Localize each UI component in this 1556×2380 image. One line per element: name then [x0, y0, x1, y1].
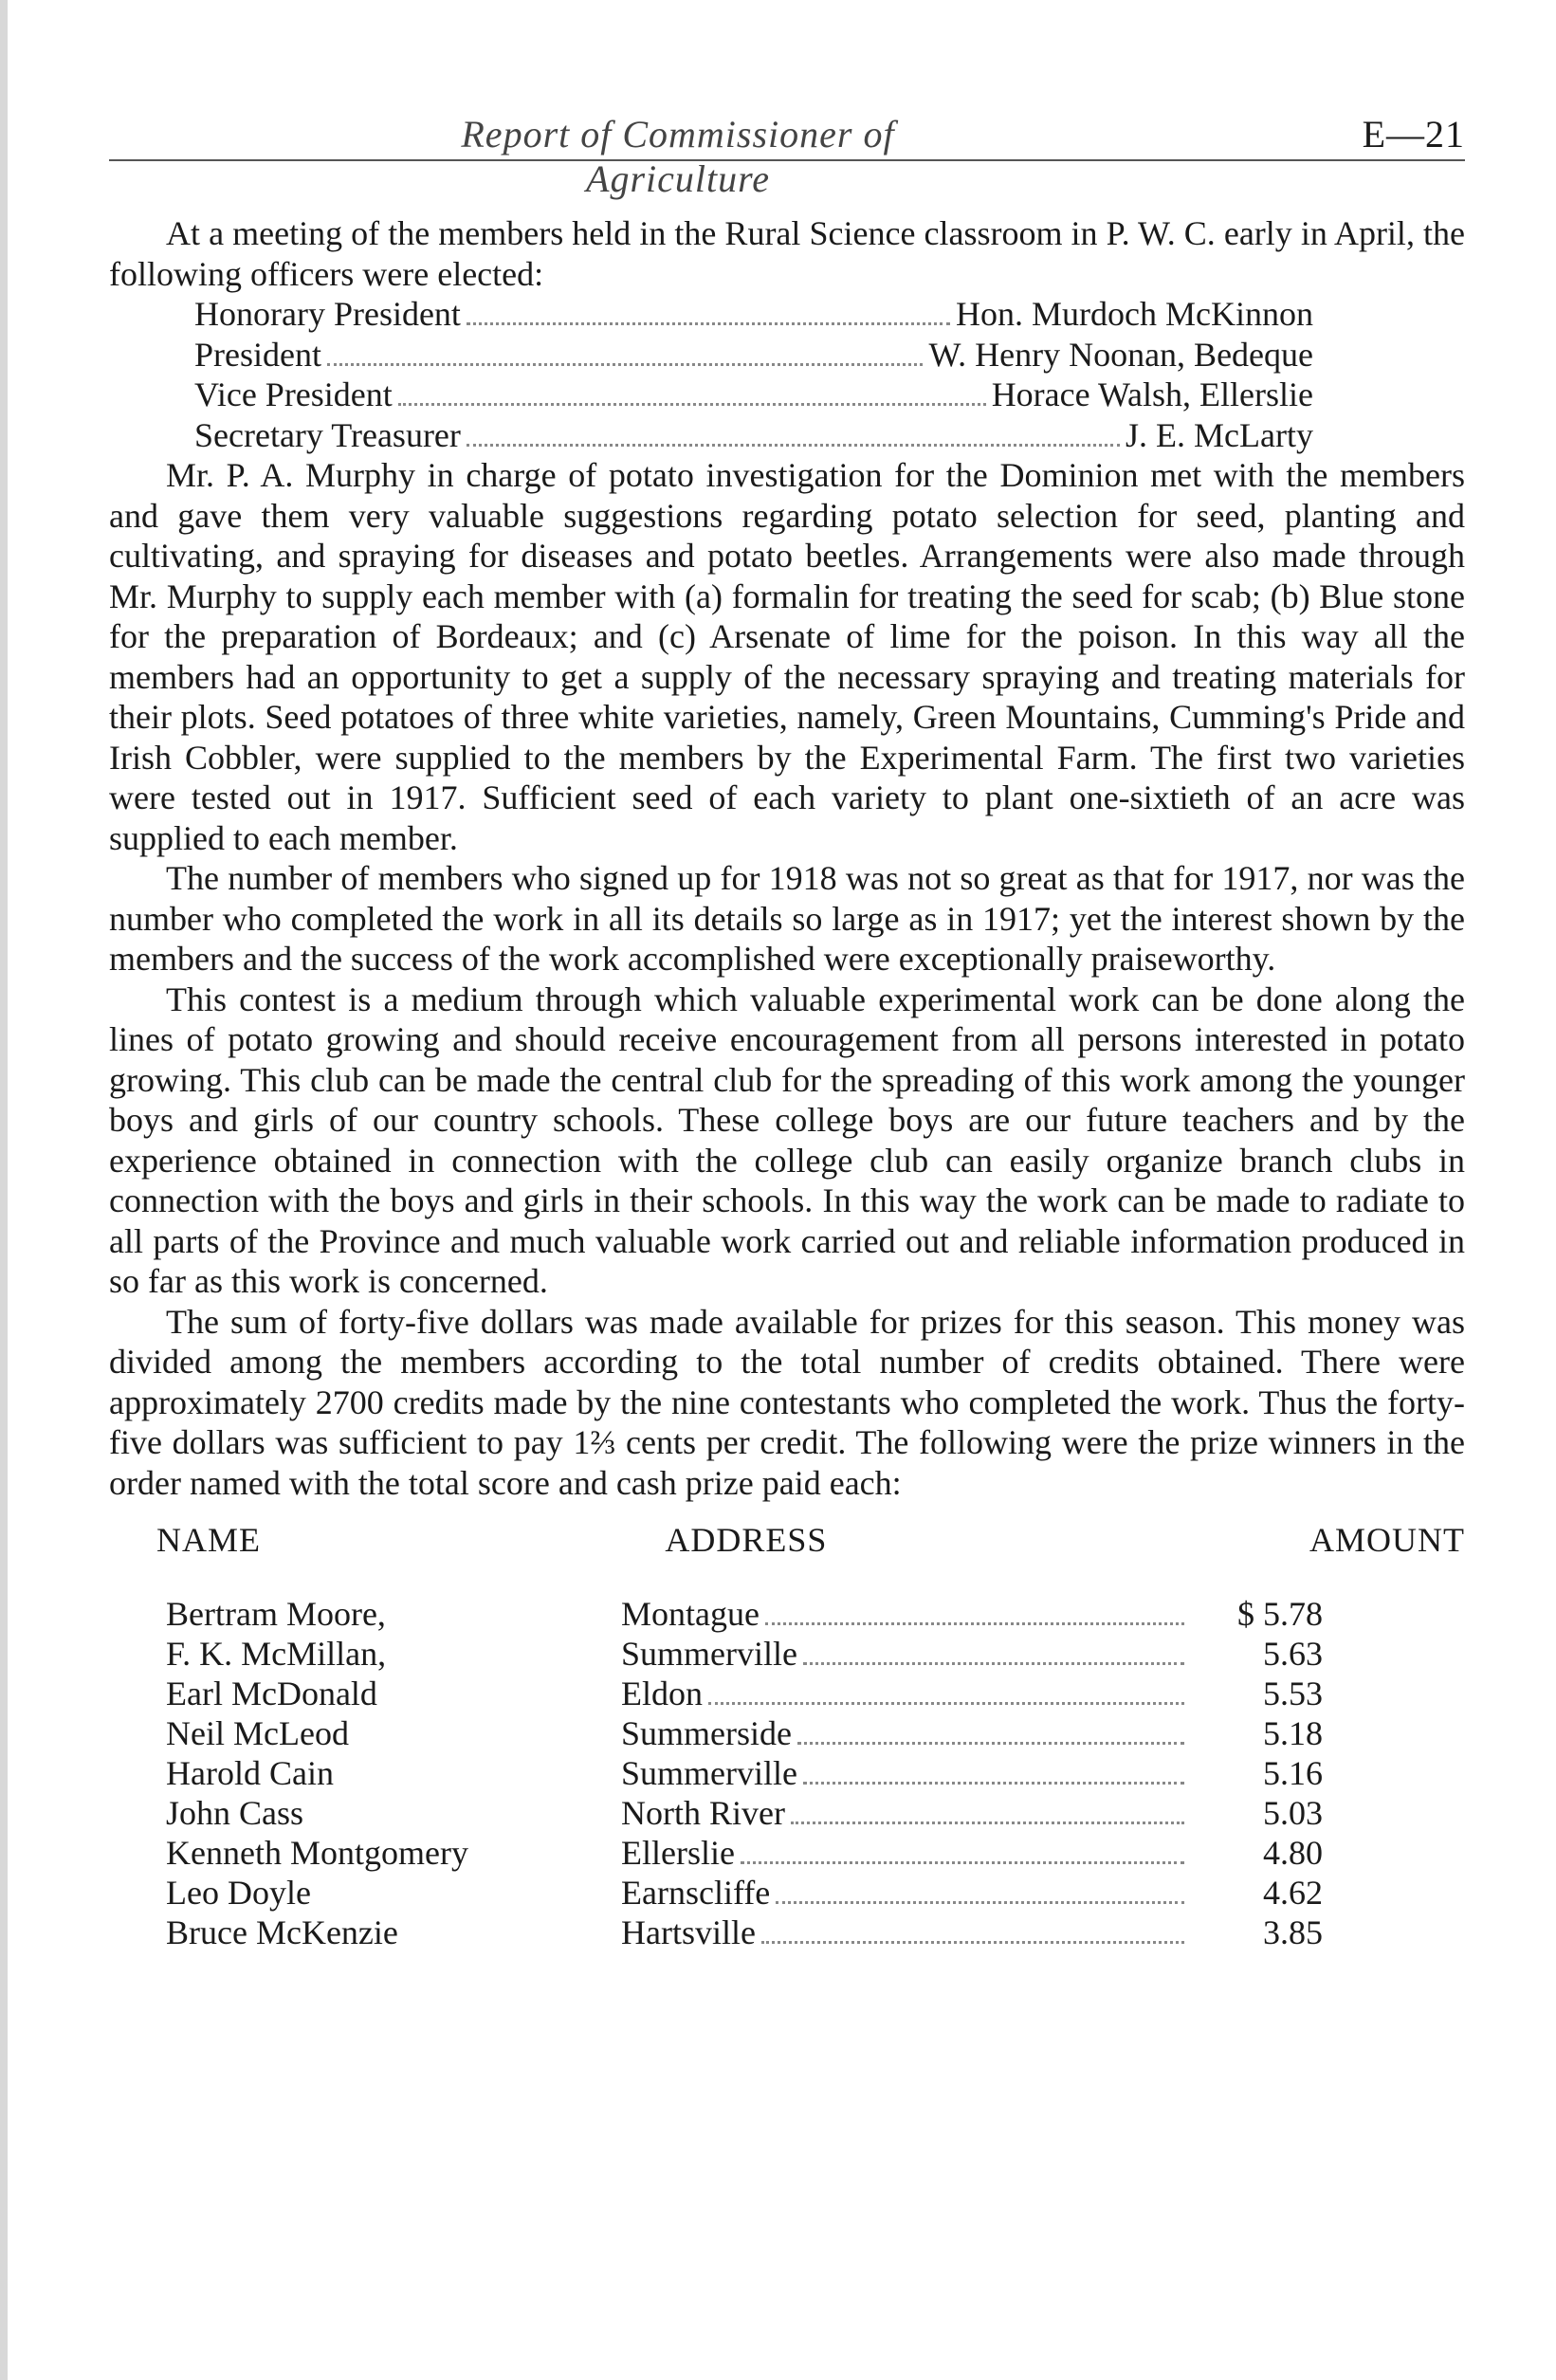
- paragraph-officers-intro: At a meeting of the members held in the Rural Science classroom in P. W. C. early in April, the following officers were elected:: [109, 214, 1465, 293]
- table-row: [109, 1793, 1465, 1833]
- dot-leader: [327, 363, 923, 366]
- dot-leader: [741, 1861, 1184, 1864]
- winner-address-cell: [621, 1713, 1190, 1753]
- dot-leader: [708, 1702, 1184, 1705]
- column-header-name: NAME: [156, 1521, 261, 1559]
- table-row: [109, 1634, 1465, 1674]
- winner-amount: 5.16: [1263, 1754, 1323, 1792]
- winner-name: John Cass: [166, 1794, 304, 1832]
- winner-address-cell: [621, 1873, 1190, 1913]
- winner-address-cell: [621, 1753, 1190, 1793]
- table-row: [109, 1833, 1465, 1873]
- prize-table-header: [109, 1520, 1465, 1560]
- paragraph-membership: The number of members who signed up for 1918 was not so great as that for 1917, nor was the number who completed the work in all its details so large as in 1917; yet the interest shown by the members and the success of the work accomplished were exceptionally praiseworthy.: [109, 859, 1465, 978]
- winner-name: Kenneth Montgomery: [166, 1834, 468, 1872]
- winner-address-cell: [621, 1913, 1190, 1952]
- winner-address: Earnscliffe: [621, 1874, 771, 1912]
- winner-amount: 5.63: [1263, 1635, 1323, 1673]
- prize-table: [109, 1520, 1465, 1952]
- table-row: [109, 1674, 1465, 1713]
- winner-address: Summerside: [621, 1714, 792, 1752]
- table-row: [109, 1913, 1465, 1952]
- winner-name: Earl McDonald: [166, 1675, 377, 1712]
- winner-amount: 5.03: [1263, 1794, 1323, 1832]
- page-number: E—21: [1362, 113, 1465, 156]
- winner-amount: 3.85: [1263, 1913, 1323, 1951]
- winner-address: Summerville: [621, 1635, 797, 1673]
- winner-name: F. K. McMillan,: [166, 1635, 387, 1673]
- officer-holder: Horace Walsh, Ellerslie: [991, 375, 1313, 413]
- winner-name: Bruce McKenzie: [166, 1913, 398, 1951]
- winner-name: Bertram Moore,: [166, 1595, 386, 1633]
- page-header: [109, 106, 1465, 200]
- table-row: [109, 1753, 1465, 1793]
- dot-leader: [467, 444, 1120, 447]
- officer-row: [194, 335, 1313, 375]
- winner-amount: 4.62: [1263, 1874, 1323, 1912]
- officer-role: Honorary President: [194, 295, 461, 333]
- paragraph-contest: This contest is a medium through which valuable experimental work can be done along the lines of potato growing and should receive encouragement from all persons interested in potato growing. This club can be made the central club for the spreading of this work among the younger boys and girls of our country schools. These college boys are our future teachers and by the experience obtained in connection with the college club can easily organize branch clubs in connection with the boys and girls in their schools. In this way the work can be made to radiate to all parts of the Province and much valuable work carried out and reliable information produced in so far as this work is concerned.: [109, 979, 1465, 1300]
- winner-amount: 4.80: [1263, 1834, 1323, 1872]
- winner-address: North River: [621, 1794, 785, 1832]
- dot-leader: [467, 322, 950, 325]
- winner-name: Harold Cain: [166, 1754, 334, 1792]
- winner-address-cell: [621, 1634, 1190, 1674]
- winner-address-cell: [621, 1594, 1190, 1634]
- body-text: [109, 213, 1465, 1952]
- officers-list: [109, 294, 1465, 455]
- winner-address: Hartsville: [621, 1913, 756, 1951]
- column-header-amount: AMOUNT: [1309, 1521, 1465, 1559]
- officer-row: [194, 294, 1313, 335]
- dot-leader: [761, 1941, 1184, 1944]
- winner-name: Neil McLeod: [166, 1714, 349, 1752]
- table-row: [109, 1873, 1465, 1913]
- paragraph-prizes: The sum of forty-five dollars was made available for prizes for this season. This money was divided among the members according to the total number of credits obtained. There were approximately 2700 credits made by the nine contestants who completed the work. Thus the forty-five dollars was sufficient to pay 1⅔ cents per credit. The following were the prize winners in the order named with the total score and cash prize paid each:: [109, 1302, 1465, 1502]
- running-title: Report of Commissioner of Agriculture: [461, 113, 895, 200]
- winner-address: Montague: [621, 1595, 760, 1633]
- dot-leader: [797, 1742, 1184, 1745]
- officer-holder: Hon. Murdoch McKinnon: [956, 295, 1313, 333]
- officer-holder: J. E. McLarty: [1126, 415, 1313, 454]
- winner-address: Eldon: [621, 1675, 703, 1712]
- officer-row: [194, 415, 1313, 456]
- header-rule: [109, 159, 1465, 161]
- dot-leader: [803, 1662, 1184, 1665]
- dot-leader: [791, 1822, 1184, 1824]
- paragraph-murphy: Mr. P. A. Murphy in charge of potato investigation for the Dominion met with the members and gave them very valuable suggestions regarding potato selection for seed, planting and cultivating, and spraying for diseases and potato beetles. Arrangements were also made through Mr. Murphy to supply each member with (a) formalin for treating the seed for scab; (b) Blue stone for the preparation of Bordeaux; and (c) Arsenate of lime for the poison. In this way all the members had an opportunity to get a supply of the necessary spraying and treating materials for their plots. Seed potatoes of three white varieties, namely, Green Mountains, Cumming's Pride and Irish Cobbler, were supplied to the members by the Experimental Farm. The first two varieties were tested out in 1917. Sufficient seed of each variety to plant one-sixtieth of an acre was supplied to each member.: [109, 456, 1465, 857]
- table-row: [109, 1594, 1465, 1634]
- winner-address: Summerville: [621, 1754, 797, 1792]
- column-header-address: ADDRESS: [665, 1521, 828, 1559]
- winner-address-cell: [621, 1833, 1190, 1873]
- winner-amount: 5.18: [1263, 1714, 1323, 1752]
- officer-role: Secretary Treasurer: [194, 415, 461, 454]
- winner-amount: 5.53: [1263, 1675, 1323, 1712]
- table-row: [109, 1713, 1465, 1753]
- dot-leader: [765, 1622, 1184, 1625]
- dot-leader: [398, 403, 986, 406]
- officer-holder: W. Henry Noonan, Bedeque: [928, 335, 1313, 374]
- winner-address-cell: [621, 1674, 1190, 1713]
- officer-row: [194, 375, 1313, 415]
- winner-amount: $ 5.78: [1237, 1595, 1323, 1633]
- dot-leader: [803, 1782, 1184, 1785]
- dot-leader: [776, 1901, 1184, 1904]
- winner-address-cell: [621, 1793, 1190, 1833]
- officer-role: Vice President: [194, 375, 393, 413]
- prize-table-body: [109, 1594, 1465, 1952]
- page-edge-shadow: [0, 0, 8, 2380]
- winner-name: Leo Doyle: [166, 1874, 311, 1912]
- winner-address: Ellerslie: [621, 1834, 735, 1872]
- officer-role: President: [194, 335, 321, 374]
